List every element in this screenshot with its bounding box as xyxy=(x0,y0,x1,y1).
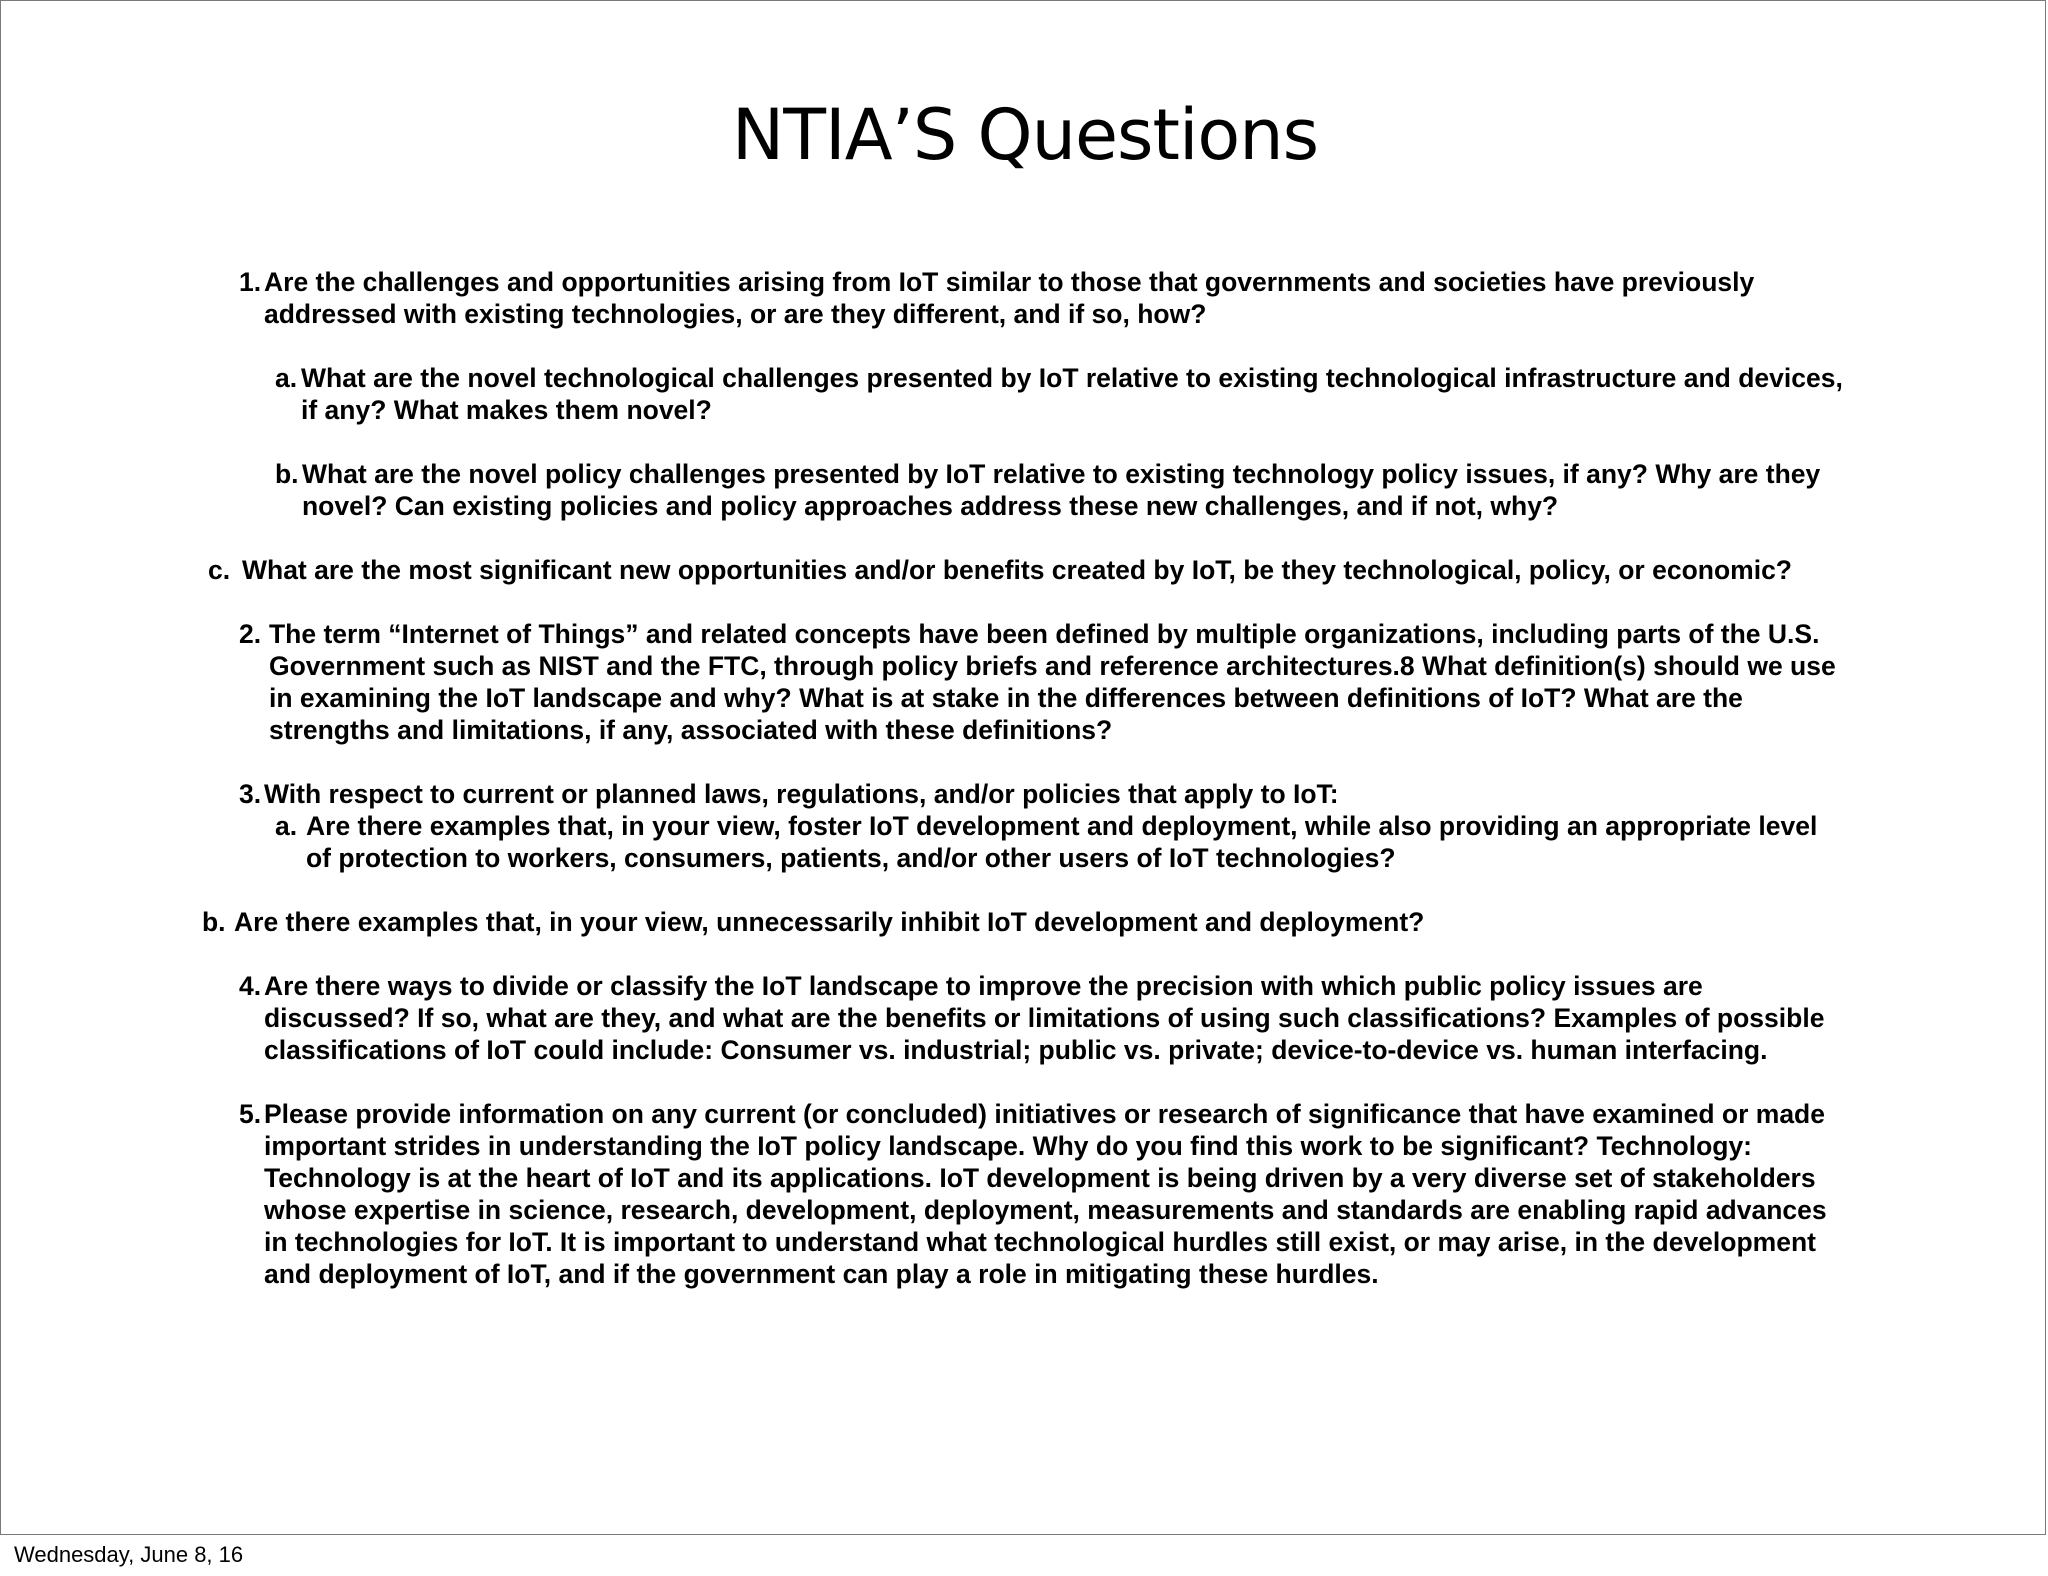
item-line: addressed with existing technologies, or are they different, and if so, how? xyxy=(264,299,1207,329)
footer-date: Wednesday, June 8, 16 xyxy=(14,1542,244,1567)
question-3b xyxy=(202,906,1424,938)
question-1 xyxy=(239,266,1754,330)
item-line: The term “Internet of Things” and related concepts have been defined by multiple organizations, including parts of the U.S. xyxy=(269,619,1820,649)
item-line: discussed? If so, what are they, and what are the benefits or limitations of using such classifications? Examples of possible xyxy=(264,1003,1825,1033)
item-marker: 3. xyxy=(239,779,262,809)
item-marker: c. xyxy=(208,555,231,585)
slide-title: NTIA’S Questions xyxy=(731,94,1319,176)
question-1c xyxy=(208,554,1792,586)
question-1b xyxy=(275,458,1820,522)
item-marker: 5. xyxy=(239,1099,262,1129)
item-marker: 1. xyxy=(239,267,262,297)
item-line: Are there examples that, in your view, unnecessarily inhibit IoT development and deployment? xyxy=(234,907,1425,937)
item-line: Please provide information on any current (or concluded) initiatives or research of significance that have examined or made xyxy=(264,1099,1825,1129)
item-marker: b. xyxy=(275,459,299,489)
item-line: of protection to workers, consumers, patients, and/or other users of IoT technologies? xyxy=(306,843,1396,873)
item-line: What are the novel technological challenges presented by IoT relative to existing technological infrastructure and devices, xyxy=(301,363,1843,393)
question-3 xyxy=(239,778,1339,810)
item-line: important strides in understanding the IoT policy landscape. Why do you find this work to be significant? Technology: xyxy=(264,1131,1753,1161)
item-line: strengths and limitations, if any, associated with these definitions? xyxy=(269,715,1113,745)
question-5 xyxy=(239,1098,1827,1290)
item-line: classifications of IoT could include: Consumer vs. industrial; public vs. private; device-to-device vs. human interfacing. xyxy=(264,1035,1768,1065)
item-line: in examining the IoT landscape and why? What is at stake in the differences between definitions of IoT? What are the xyxy=(269,683,1743,713)
item-line: Government such as NIST and the FTC, through policy briefs and reference architectures.8 What definition(s) should we use xyxy=(269,651,1836,681)
item-line: whose expertise in science, research, development, deployment, measurements and standards are enabling rapid advances xyxy=(264,1195,1827,1225)
item-line: With respect to current or planned laws, regulations, and/or policies that apply to IoT: xyxy=(264,779,1339,809)
item-line: What are the most significant new opportunities and/or benefits created by IoT, be they technological, policy, or economic? xyxy=(242,555,1792,585)
item-line: Are the challenges and opportunities arising from IoT similar to those that governments and societies have previously xyxy=(264,267,1755,297)
item-marker: 2. xyxy=(239,619,262,649)
item-marker: a. xyxy=(275,363,298,393)
item-marker: a. xyxy=(275,811,298,841)
item-line: What are the novel policy challenges presented by IoT relative to existing technology policy issues, if any? Why are they xyxy=(302,459,1821,489)
item-line: if any? What makes them novel? xyxy=(301,395,712,425)
question-4 xyxy=(239,970,1824,1066)
item-line: Technology is at the heart of IoT and its applications. IoT development is being driven by a very diverse set of stakeholders xyxy=(264,1163,1816,1193)
item-line: in technologies for IoT. It is important to understand what technological hurdles still exist, or may arise, in the development xyxy=(264,1227,1816,1257)
question-1a xyxy=(275,362,1843,426)
item-line: Are there examples that, in your view, foster IoT development and deployment, while also providing an appropriate level xyxy=(306,811,1818,841)
question-2 xyxy=(239,618,1836,746)
item-line: novel? Can existing policies and policy approaches address these new challenges, and if not, why? xyxy=(302,491,1559,521)
item-marker: 4. xyxy=(239,971,262,1001)
item-line: Are there ways to divide or classify the IoT landscape to improve the precision with which public policy issues are xyxy=(264,971,1703,1001)
item-marker: b. xyxy=(202,907,226,937)
question-3a xyxy=(275,810,1817,874)
item-line: and deployment of IoT, and if the government can play a role in mitigating these hurdles. xyxy=(264,1259,1379,1289)
